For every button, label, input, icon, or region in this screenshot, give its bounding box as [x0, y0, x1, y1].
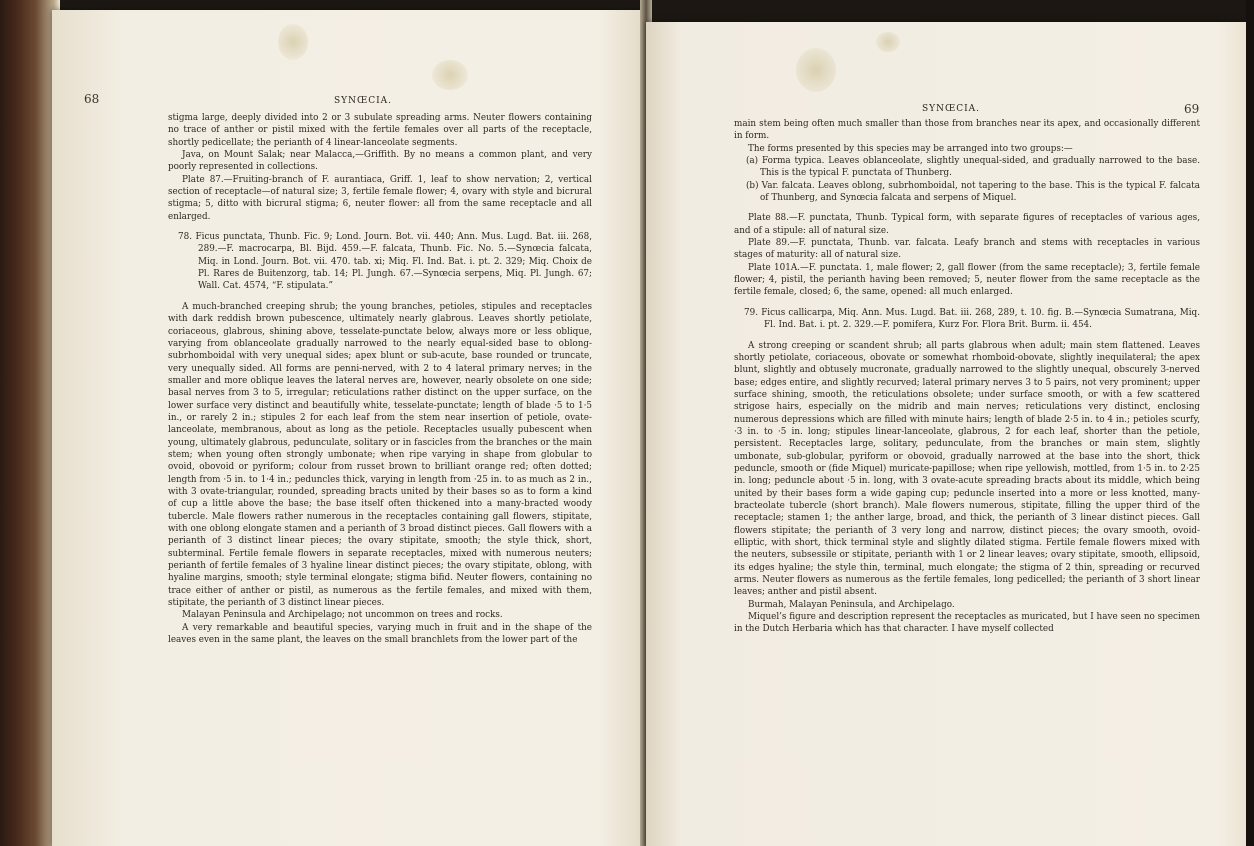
- paragraph: stigma large, deeply divided into 2 or 3 subulate spreading arms. Neuter flowers containing no trace of anther or pistil mixed with the fertile females over all parts of the receptacle, shortly pedicellate; the perianth of 4 linear-lanceolate segments.: [168, 113, 592, 148]
- paragraph: A very remarkable and beautiful species, varying much in fruit and in the shape of the leaves even in the same plant, the leaves on the small branchlets from the lower part of the: [168, 622, 592, 646]
- paragraph-gap: [168, 293, 592, 301]
- paragraph: main stem being often much smaller than those from branches near its apex, and occasionally different in form.: [734, 119, 1200, 142]
- foxing-stain: [796, 48, 836, 92]
- paragraph: Malayan Peninsula and Archipelago; not uncommon on trees and rocks.: [182, 610, 503, 621]
- paragraph: (a) Forma typica. Leaves oblanceolate, slightly unequal-sided, and gradually narrowed to the base. This is the typical F. punctata of Thunberg.: [746, 156, 1200, 179]
- paragraph: Miquel’s figure and description represent the receptacles as muricated, but I have seen no specimen in the Dutch Herbaria which has that character. I have myself collected: [734, 612, 1200, 635]
- running-header: SYNŒCIA.: [922, 104, 981, 114]
- paragraph: Plate 87.—Fruiting-branch of F. aurantiaca, Griff. 1, leaf to show nervation; 2, vertical section of receptacle—of natural size; 3, fertile female flower; 4, ovary with style and bicrural stigma; 5, ditto with bicrural stigma; 6, neuter flower: all from the same receptacle and all enlarged.: [168, 174, 592, 222]
- paragraph-gap: [734, 332, 1200, 340]
- paragraph-gap: [168, 223, 592, 231]
- paragraph-gap: [734, 299, 1200, 307]
- paragraph-gap: [734, 204, 1200, 212]
- paragraph: The forms presented by this species may be arranged into two groups:—: [748, 143, 1073, 154]
- paragraph: 78. Ficus punctata, Thunb. Fic. 9; Lond. Journ. Bot. vii. 440; Ann. Mus. Lugd. Bat. iii. 268, 289.—F. macrocarpa, Bl. Bijd. 459.—F. falcata, Thunb. Fic. No. 5.—Synœcia falcata, Miq. in Lond. Journ. Bot. vii. 470. tab. xi; Miq. Fl. Ind. Bat. i. pt. 2. 329; Miq. Choix de Pl. Rares de Buitenzorg, tab. 14; Pl. Jungh. 67.—Synœcia serpens, Miq. Pl. Jungh. 67; Wall. Cat. 4574, “F. stipulata.”: [178, 232, 592, 292]
- paragraph: 79. Ficus callicarpa, Miq. Ann. Mus. Lugd. Bat. iii. 268, 289, t. 10. fig. B.—Synœcia Sumatrana, Miq. Fl. Ind. Bat. i. pt. 2. 329.—F. pomifera, Kurz For. Flora Brit. Burm. ii. 454.: [744, 307, 1200, 331]
- paragraph: Plate 89.—F. punctata, Thunb. var. falcata. Leafy branch and stems with receptacles in various stages of maturity: all of natural size.: [734, 238, 1200, 261]
- right-edge: [1246, 0, 1254, 846]
- foxing-stain: [876, 32, 900, 52]
- page-text-left: [168, 112, 592, 646]
- page-number: 68: [84, 92, 100, 106]
- page-text-right: [734, 118, 1200, 636]
- right-page: [646, 22, 1246, 846]
- running-header: SYNŒCIA.: [334, 96, 393, 106]
- paragraph: A strong creeping or scandent shrub; all parts glabrous when adult; main stem flattened. Leaves shortly petiolate, coriaceous, obovate or somewhat rhomboid-obovate, slightly inequilateral; the apex blunt, slightly and obtusely mucronate, gradually narrowed to the slightly unequal, obscurely 3-nerved base; edges entire, and slightly recurved; lateral primary nerves 3 to 5 pairs, not very prominent; upper surface shining, smooth, the reticulations obsolete; under surface smooth, or with a few scattered strigose hairs, especially on the midrib and main nerves; reticulations very distinct, enclosing numerous depressions which are filled with minute hairs; length of blade 2·5 in. to 4 in.; petioles scurfy, ·3 in. to ·5 in. long; stipules linear-lanceolate, glabrous, 2 for each leaf, shorter than the petiole, persistent. Receptacles large, solitary, pedunculate, from the branches or main stem, slightly umbonate, sub-globular, pyriform or obovoid, gradually narrowed at the base into the short, thick peduncle, smooth or (fide Miquel) muricate-papillose; when ripe yellowish, mottled, from 1·5 in. to 2·25 in. long; peduncle about ·5 in. long, with 3 ovate-acute spreading bracts about its middle, which being united by their bases form a wide gaping cup; peduncle inserted into a more or less knotted, many-bracteolate tubercle (short branch). Male flowers numerous, stipitate, filling the upper third of the receptacle; stamen 1; the anther large, broad, and thick, the perianth of 3 linear distinct pieces. Gall flowers stipitate; the perianth of 3 very long and narrow, distinct pieces; the ovary smooth, ovoid-elliptic, with short, thick terminal style and slightly dilated stigma. Fertile female flowers mixed with the neuters, subsessile or stipitate, perianth with 1 or 2 linear leaves; ovary stipitate, smooth, ellipsoid, its edges hyaline; the style thin, terminal, much elongate; the stigma of 2 thin, spreading or recurved arms. Neuter flowers as numerous as the fertile females, long pedicelled; the perianth of 3 short linear leaves; anther and pistil absent.: [734, 340, 1200, 598]
- paragraph: (b) Var. falcata. Leaves oblong, subrhomboidal, not tapering to the base. This is the typical F. falcata of Thunberg, and Synœcia falcata and serpens of Miquel.: [746, 180, 1200, 204]
- page-number: 69: [1184, 102, 1200, 116]
- foxing-stain: [432, 60, 468, 90]
- paragraph: Java, on Mount Salak; near Malacca,—Griffith. By no means a common plant, and very poorly represented in collections.: [168, 150, 592, 173]
- book-binding: [0, 0, 60, 846]
- paragraph: A much-branched creeping shrub; the young branches, petioles, stipules and receptacles with dark reddish brown pubescence, ultimately nearly glabrous. Leaves shortly petiolate, coriaceous, glabrous, shining above, tesselate-punctate below, always more or less oblique, varying from oblanceolate gradually narrowed to the nearly equal-sided base to oblong-subrhomboidal with very unequal sides; apex blunt or sub-acute, base rounded or truncate, very unequally sided. All forms are penni-nerved, with 2 to 4 lateral primary nerves; in the smaller and more oblique leaves the lateral nerves are, however, nearly obsolete on one side; basal nerves from 3 to 5, irregular; reticulations rather distinct on the upper surface, on the lower surface very distinct and beautifully white, tesselate-punctate; length of blade ·5 to 1·5 in., or rarely 2 in.; stipules 2 for each leaf from the stem near insertion of petiole, ovate-lanceolate, membranous, about as long as the petiole. Receptacles usually pubescent when young, ultimately glabrous, pedunculate, solitary or in fascicles from the branches or the main stem; when young often strongly umbonate; when ripe varying in shape from globular to ovoid, obovoid or pyriform; colour from russet brown to brilliant orange red; often dotted; length from ·5 in. to 1·4 in.; peduncles thick, varying in length from ·25 in. to as much as 2 in., with 3 ovate-triangular, rounded, spreading bracts united by their bases so as to form a kind of cup a little above the base; the base itself often thickened into a many-bracted woody tubercle. Male flowers rather numerous in the receptacles containing gall flowers, stipitate, with one oblong elongate stamen and a perianth of 3 broad distinct pieces. Gall flowers with a perianth of 3 distinct linear pieces; the ovary stipitate, smooth; the style thick, short, subterminal. Fertile female flowers in separate receptacles, mixed with numerous neuters; perianth of fertile females of 3 hyaline linear distinct pieces; the ovary stipitate, oblong, with hyaline margins, smooth; style terminal elongate; stigma bifid. Neuter flowers, containing no trace either of anther or pistil, as numerous as the fertile females, and mixed with them, stipitate, the perianth of 3 distinct linear pieces.: [168, 301, 592, 609]
- left-page: [52, 10, 646, 846]
- paragraph: Burmah, Malayan Peninsula, and Archipelago.: [748, 599, 955, 610]
- foxing-stain: [278, 24, 308, 60]
- paragraph: Plate 101A.—F. punctata. 1, male flower; 2, gall flower (from the same receptacle); 3, fertile female flower; 4, pistil, the perianth having been removed; 5, neuter flower from the same receptacle as the fertile female, closed; 6, the same, opened: all much enlarged.: [734, 262, 1200, 298]
- paragraph: Plate 88.—F. punctata, Thunb. Typical form, with separate figures of receptacles of various ages, and of a stipule: all of natural size.: [734, 213, 1200, 236]
